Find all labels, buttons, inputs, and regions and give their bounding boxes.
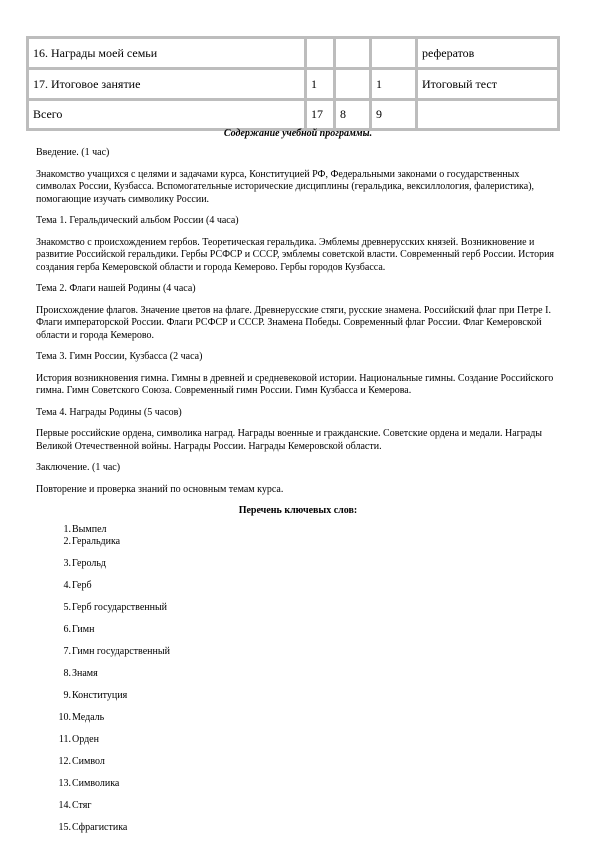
item-word: Гимн государственный: [72, 646, 170, 657]
topic-cell: Всего: [28, 100, 306, 130]
curriculum-table: [26, 36, 560, 131]
section-text: Первые российские ордена, символика наград. Награды военные и гражданские. Советские ордена и медали. Награды Великой Отечественной войны. Награды России. Награды Кемеровской области.: [36, 428, 543, 452]
hours-practice-cell: 1: [371, 69, 417, 100]
section-heading: Тема 4. Награды Родины (5 часов): [36, 406, 182, 418]
program-title: Содержание учебной программы.: [223, 128, 373, 139]
section-heading: Тема 3. Гимн России, Кузбасса (2 часа): [36, 351, 203, 362]
list-item: [36, 536, 560, 558]
list-item: [36, 524, 560, 536]
item-word: Герб государственный: [72, 602, 168, 613]
list-item: [36, 624, 560, 646]
hours-total-cell: [306, 38, 335, 69]
item-word: Символика: [72, 778, 120, 789]
topic-cell: 16. Награды моей семьи: [28, 38, 306, 69]
hours-theory-cell: [335, 38, 371, 69]
hours-theory-cell: 8: [335, 100, 371, 130]
list-item: [36, 778, 560, 800]
item-word: Вымпел: [72, 524, 107, 535]
item-word: Символ: [72, 756, 105, 767]
item-number: 5.: [63, 602, 71, 613]
program-content: [36, 127, 560, 844]
form-cell: Итоговый тест: [417, 69, 559, 100]
section-text: Происхождение флагов. Значение цветов на флаге. Древнерусские стяги, русские знамена. Российский флаг при Петре I. Флаги императорской России. Флаги РСФСР и СССР. Знамена Победы. Современный флаг России. Флаг Кемеровской области и города Кемерово.: [36, 304, 551, 341]
list-item: [36, 800, 560, 822]
form-cell: [417, 100, 559, 130]
item-number: 13.: [58, 778, 71, 789]
table-row: [28, 69, 559, 100]
list-item: [36, 646, 560, 668]
table-row: [28, 38, 559, 69]
section-heading: Тема 2. Флаги нашей Родины (4 часа): [36, 283, 196, 294]
section-heading: Введение. (1 час): [36, 147, 110, 158]
item-number: 6.: [63, 624, 71, 635]
section-text: История возникновения гимна. Гимны в древней и средневековой истории. Национальные гимны. Создание Российского гимна. Гимн Советского Союза. Современный гимн России. Гимн Кузбасса и Кемерова.: [36, 372, 554, 396]
item-number: 14.: [58, 800, 71, 811]
hours-total-cell: 17: [306, 100, 335, 130]
hours-theory-cell: [335, 69, 371, 100]
list-item: [36, 690, 560, 712]
list-item: [36, 558, 560, 580]
keywords-list: [36, 524, 560, 844]
hours-practice-cell: [371, 38, 417, 69]
item-number: 8.: [63, 668, 71, 679]
section-text: Знакомство с происхождением гербов. Теоретическая геральдика. Эмблемы древнерусских князей. Возникновение и развитие Российской геральдики. Гербы РСФСР и СССР, эмблемы советской власти. Современный герб России. История создания герба Кемеровской области и города Кемерово. Гербы городов Кузбасса.: [36, 236, 555, 273]
topic-cell: 17. Итоговое занятие: [28, 69, 306, 100]
keywords-title: Перечень ключевых слов:: [238, 505, 358, 516]
item-number: 10.: [58, 712, 71, 723]
list-item: [36, 580, 560, 602]
list-item: [36, 712, 560, 734]
item-word: Герб: [72, 580, 92, 591]
item-word: Сфрагистика: [72, 822, 128, 833]
hours-practice-cell: 9: [371, 100, 417, 130]
section-text: Повторение и проверка знаний по основным темам курса.: [36, 483, 284, 495]
form-cell: рефератов: [417, 38, 559, 69]
section-heading: Заключение. (1 час): [36, 462, 121, 473]
table-row: [28, 100, 559, 130]
item-word: Геральдика: [72, 536, 121, 547]
item-number: 1.: [63, 524, 71, 535]
list-item: [36, 602, 560, 624]
section-heading: Тема 1. Геральдический альбом России (4 часа): [36, 215, 239, 226]
section-text: Знакомство учащихся с целями и задачами курса, Конституцией РФ, Федеральными законами о государственных символах России, Кузбасса. Вспомогательные исторические дисциплины (геральдика, вексиллология, фалеристика), помогающие изучать символику России.: [36, 168, 535, 205]
item-word: Стяг: [72, 800, 92, 811]
list-item: [36, 668, 560, 690]
item-number: 11.: [58, 734, 71, 745]
item-number: 2.: [63, 536, 71, 547]
list-item: [36, 756, 560, 778]
hours-total-cell: 1: [306, 69, 335, 100]
item-number: 12.: [58, 756, 71, 767]
list-item: [36, 822, 560, 844]
item-word: Конституция: [72, 690, 128, 701]
item-number: 9.: [63, 690, 71, 701]
item-number: 15.: [58, 822, 71, 833]
item-number: 4.: [63, 580, 71, 591]
item-word: Гимн: [72, 624, 95, 635]
list-item: [36, 734, 560, 756]
item-word: Медаль: [72, 712, 105, 723]
item-number: 7.: [63, 646, 71, 657]
item-number: 3.: [63, 558, 71, 569]
item-word: Орден: [72, 734, 99, 745]
item-word: Герольд: [72, 558, 106, 569]
item-word: Знамя: [72, 668, 98, 679]
